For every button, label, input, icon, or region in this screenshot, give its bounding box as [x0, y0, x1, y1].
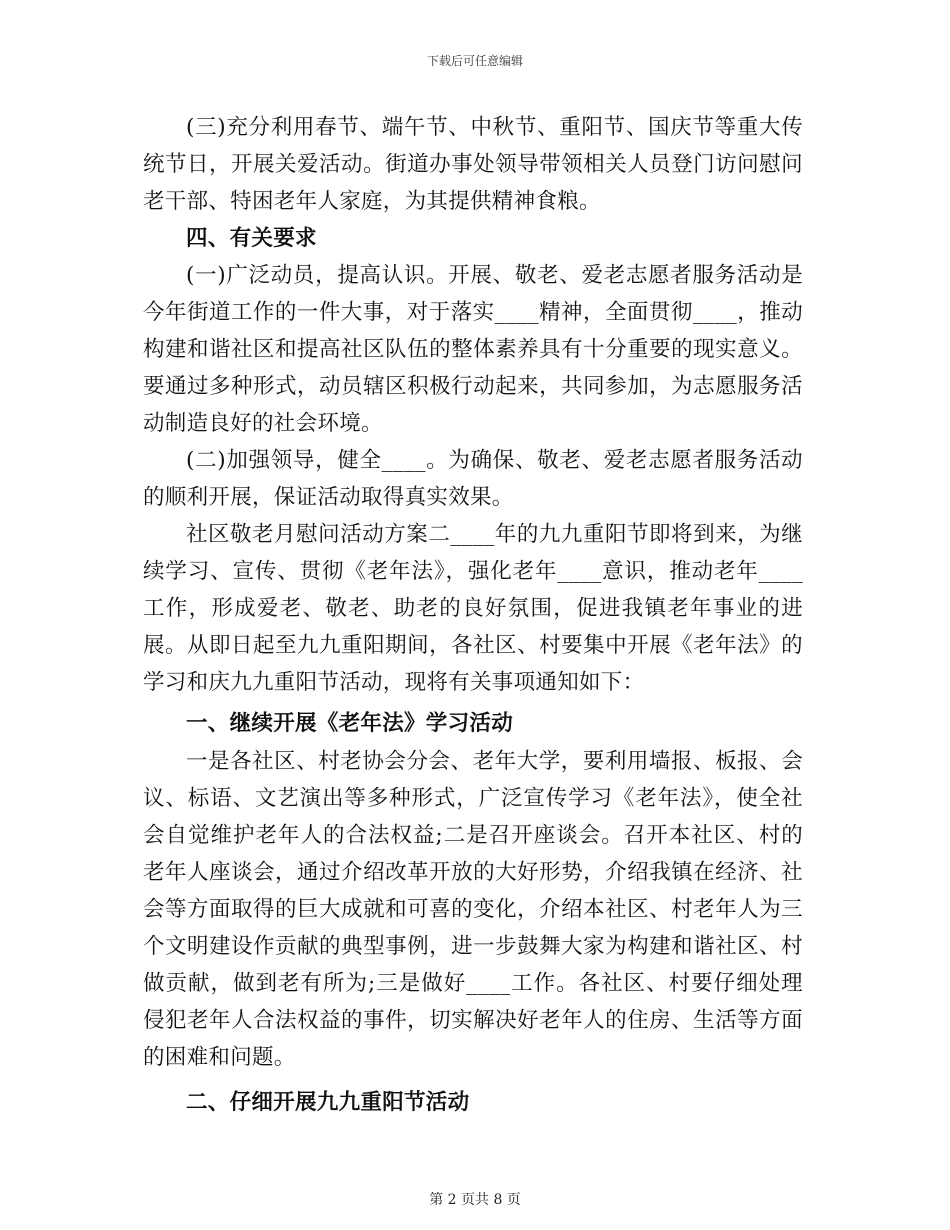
- section-heading: 二、仔细开展九九重阳节活动: [186, 1090, 470, 1115]
- page-header: 下载后可任意编辑: [426, 54, 523, 68]
- document-body: [143, 109, 803, 1121]
- paragraph: 一是各社区、村老协会分会、老年大学，要利用墙报、板报、会议、标语、文艺演出等多种形式，广泛宣传学习《老年法》，使全社会自觉维护老年人的合法权益;二是召开座谈会。召开本社区、村的老年人座谈会，通过介绍改革开放的大好形势，介绍我镇在经济、社会等方面取得的巨大成就和可喜的变化，介绍本社区、村老年人为三个文明建设作贡献的典型事例，进一步鼓舞大家为构建和谐社区、村做贡献，做到老有所为;三是做好____工作。各社区、村要仔细处理侵犯老年人合法权益的事件，切实解决好老年人的住房、生活等方面的困难和问题。: [143, 749, 803, 1070]
- page-footer: 第 2 页共 8 页: [429, 1192, 521, 1208]
- paragraph: (一)广泛动员，提高认识。开展、敬老、爱老志愿者服务活动是今年街道工作的一件大事，对于落实____精神，全面贯彻____，推动构建和谐社区和提高社区队伍的整体素养具有十分重要的现实意义。要通过多种形式，动员辖区积极行动起来，共同参加，为志愿服务活动制造良好的社会环境。: [143, 263, 803, 436]
- section-heading: 一、继续开展《老年法》学习活动: [186, 711, 514, 736]
- paragraph: (三)充分利用春节、端午节、中秋节、重阳节、国庆节等重大传统节日，开展关爱活动。街道办事处领导带领相关人员登门访问慰问老干部、特困老年人家庭，为其提供精神食粮。: [143, 115, 803, 214]
- section-heading: 四、有关要求: [186, 226, 317, 251]
- paragraph: 社区敬老月慰问活动方案二____年的九九重阳节即将到来，为继续学习、宣传、贯彻《老年法》，强化老年____意识，推动老年____工作，形成爱老、敬老、助老的良好氛围，促进我镇老年事业的进展。从即日起至九九重阳期间，各社区、村要集中开展《老年法》的学习和庆九九重阳节活动，现将有关事项通知如下：: [143, 522, 803, 695]
- paragraph: (二)加强领导，健全____。为确保、敬老、爱老志愿者服务活动的顺利开展，保证活动取得真实效果。: [143, 448, 803, 510]
